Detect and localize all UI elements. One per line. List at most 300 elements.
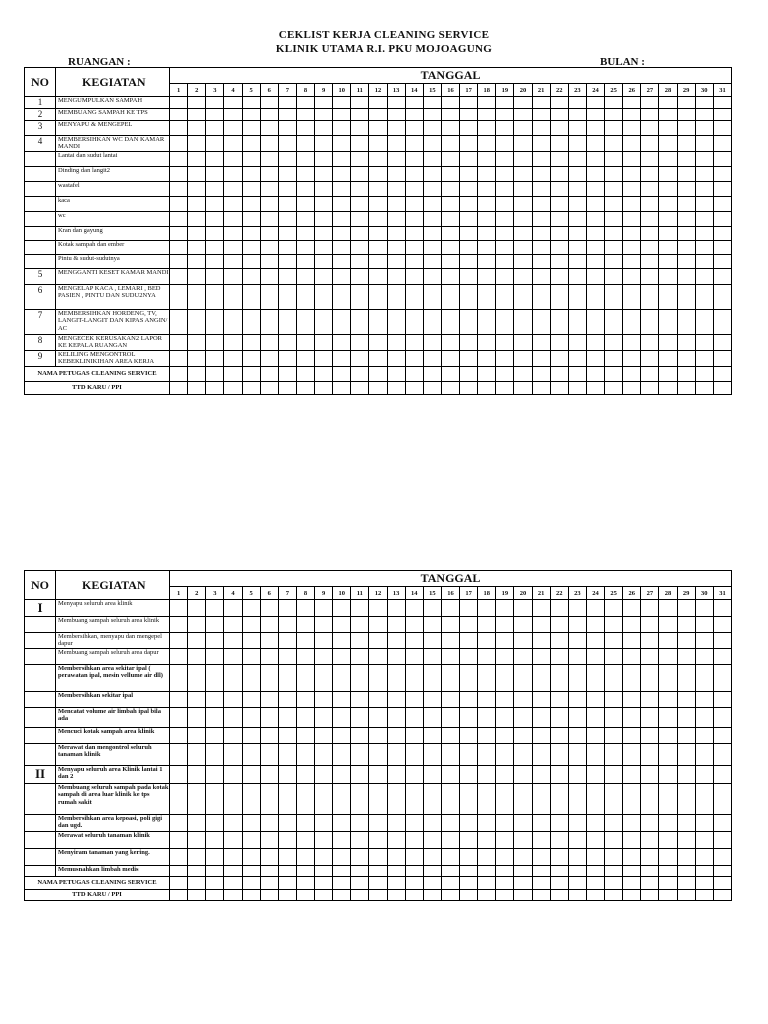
- day-cell[interactable]: [206, 866, 224, 877]
- day-cell[interactable]: [677, 151, 695, 166]
- day-cell[interactable]: [478, 600, 496, 617]
- day-cell[interactable]: [514, 381, 532, 394]
- day-cell[interactable]: [278, 728, 296, 744]
- day-cell[interactable]: [623, 284, 641, 309]
- day-cell[interactable]: [623, 766, 641, 784]
- day-cell[interactable]: [496, 617, 514, 633]
- day-cell[interactable]: [713, 381, 731, 394]
- day-cell[interactable]: [641, 665, 659, 692]
- day-cell[interactable]: [514, 109, 532, 121]
- day-cell[interactable]: [260, 97, 278, 109]
- day-cell[interactable]: [605, 649, 623, 665]
- day-cell[interactable]: [586, 226, 604, 240]
- day-cell[interactable]: [351, 309, 369, 334]
- day-cell[interactable]: [496, 309, 514, 334]
- day-cell[interactable]: [641, 866, 659, 877]
- day-cell[interactable]: [188, 649, 206, 665]
- day-cell[interactable]: [441, 832, 459, 849]
- day-cell[interactable]: [224, 151, 242, 166]
- day-cell[interactable]: [514, 866, 532, 877]
- day-cell[interactable]: [188, 665, 206, 692]
- day-cell[interactable]: [478, 708, 496, 728]
- day-cell[interactable]: [170, 649, 188, 665]
- day-cell[interactable]: [550, 890, 568, 901]
- day-cell[interactable]: [387, 815, 405, 832]
- day-cell[interactable]: [351, 708, 369, 728]
- day-cell[interactable]: [170, 136, 188, 152]
- day-cell[interactable]: [496, 708, 514, 728]
- day-cell[interactable]: [478, 121, 496, 136]
- day-cell[interactable]: [677, 268, 695, 284]
- day-cell[interactable]: [605, 815, 623, 832]
- day-cell[interactable]: [532, 366, 550, 381]
- day-cell[interactable]: [260, 665, 278, 692]
- day-cell[interactable]: [496, 665, 514, 692]
- day-cell[interactable]: [315, 211, 333, 226]
- day-cell[interactable]: [242, 196, 260, 211]
- day-cell[interactable]: [242, 151, 260, 166]
- day-cell[interactable]: [333, 284, 351, 309]
- day-cell[interactable]: [369, 226, 387, 240]
- day-cell[interactable]: [623, 600, 641, 617]
- day-cell[interactable]: [659, 708, 677, 728]
- day-cell[interactable]: [224, 766, 242, 784]
- day-cell[interactable]: [188, 744, 206, 766]
- day-cell[interactable]: [333, 196, 351, 211]
- day-cell[interactable]: [351, 633, 369, 649]
- day-cell[interactable]: [296, 600, 314, 617]
- day-cell[interactable]: [514, 890, 532, 901]
- day-cell[interactable]: [568, 181, 586, 196]
- day-cell[interactable]: [333, 832, 351, 849]
- day-cell[interactable]: [315, 121, 333, 136]
- day-cell[interactable]: [170, 268, 188, 284]
- day-cell[interactable]: [423, 284, 441, 309]
- day-cell[interactable]: [423, 240, 441, 254]
- day-cell[interactable]: [387, 665, 405, 692]
- day-cell[interactable]: [206, 815, 224, 832]
- day-cell[interactable]: [478, 866, 496, 877]
- day-cell[interactable]: [623, 211, 641, 226]
- day-cell[interactable]: [278, 600, 296, 617]
- day-cell[interactable]: [188, 617, 206, 633]
- day-cell[interactable]: [623, 744, 641, 766]
- day-cell[interactable]: [278, 617, 296, 633]
- day-cell[interactable]: [188, 254, 206, 268]
- day-cell[interactable]: [550, 254, 568, 268]
- day-cell[interactable]: [623, 334, 641, 350]
- day-cell[interactable]: [170, 784, 188, 815]
- day-cell[interactable]: [441, 350, 459, 366]
- day-cell[interactable]: [695, 708, 713, 728]
- day-cell[interactable]: [659, 877, 677, 890]
- day-cell[interactable]: [260, 784, 278, 815]
- day-cell[interactable]: [550, 784, 568, 815]
- day-cell[interactable]: [713, 166, 731, 181]
- day-cell[interactable]: [206, 877, 224, 890]
- day-cell[interactable]: [532, 633, 550, 649]
- day-cell[interactable]: [496, 334, 514, 350]
- day-cell[interactable]: [170, 381, 188, 394]
- day-cell[interactable]: [351, 151, 369, 166]
- day-cell[interactable]: [695, 109, 713, 121]
- day-cell[interactable]: [478, 766, 496, 784]
- day-cell[interactable]: [260, 692, 278, 708]
- day-cell[interactable]: [677, 744, 695, 766]
- day-cell[interactable]: [460, 211, 478, 226]
- day-cell[interactable]: [641, 97, 659, 109]
- day-cell[interactable]: [605, 366, 623, 381]
- day-cell[interactable]: [278, 849, 296, 866]
- day-cell[interactable]: [532, 832, 550, 849]
- day-cell[interactable]: [188, 151, 206, 166]
- day-cell[interactable]: [369, 151, 387, 166]
- day-cell[interactable]: [641, 766, 659, 784]
- day-cell[interactable]: [260, 728, 278, 744]
- day-cell[interactable]: [224, 890, 242, 901]
- day-cell[interactable]: [369, 254, 387, 268]
- day-cell[interactable]: [695, 97, 713, 109]
- day-cell[interactable]: [351, 334, 369, 350]
- day-cell[interactable]: [296, 665, 314, 692]
- day-cell[interactable]: [369, 166, 387, 181]
- day-cell[interactable]: [369, 211, 387, 226]
- day-cell[interactable]: [586, 832, 604, 849]
- day-cell[interactable]: [623, 151, 641, 166]
- day-cell[interactable]: [641, 181, 659, 196]
- day-cell[interactable]: [423, 166, 441, 181]
- day-cell[interactable]: [460, 166, 478, 181]
- day-cell[interactable]: [713, 136, 731, 152]
- day-cell[interactable]: [188, 181, 206, 196]
- day-cell[interactable]: [423, 121, 441, 136]
- day-cell[interactable]: [478, 744, 496, 766]
- day-cell[interactable]: [605, 254, 623, 268]
- day-cell[interactable]: [586, 665, 604, 692]
- day-cell[interactable]: [441, 97, 459, 109]
- day-cell[interactable]: [315, 350, 333, 366]
- day-cell[interactable]: [170, 151, 188, 166]
- day-cell[interactable]: [242, 166, 260, 181]
- day-cell[interactable]: [568, 633, 586, 649]
- day-cell[interactable]: [260, 211, 278, 226]
- day-cell[interactable]: [568, 166, 586, 181]
- day-cell[interactable]: [568, 832, 586, 849]
- day-cell[interactable]: [478, 136, 496, 152]
- day-cell[interactable]: [188, 211, 206, 226]
- day-cell[interactable]: [586, 211, 604, 226]
- day-cell[interactable]: [677, 708, 695, 728]
- day-cell[interactable]: [550, 284, 568, 309]
- day-cell[interactable]: [568, 151, 586, 166]
- day-cell[interactable]: [387, 268, 405, 284]
- day-cell[interactable]: [713, 766, 731, 784]
- day-cell[interactable]: [224, 254, 242, 268]
- day-cell[interactable]: [387, 366, 405, 381]
- day-cell[interactable]: [423, 600, 441, 617]
- day-cell[interactable]: [369, 708, 387, 728]
- day-cell[interactable]: [315, 254, 333, 268]
- day-cell[interactable]: [623, 366, 641, 381]
- day-cell[interactable]: [641, 350, 659, 366]
- day-cell[interactable]: [550, 815, 568, 832]
- day-cell[interactable]: [532, 211, 550, 226]
- day-cell[interactable]: [695, 832, 713, 849]
- day-cell[interactable]: [224, 692, 242, 708]
- day-cell[interactable]: [296, 692, 314, 708]
- day-cell[interactable]: [532, 744, 550, 766]
- day-cell[interactable]: [496, 166, 514, 181]
- day-cell[interactable]: [514, 240, 532, 254]
- day-cell[interactable]: [677, 766, 695, 784]
- day-cell[interactable]: [206, 151, 224, 166]
- day-cell[interactable]: [460, 240, 478, 254]
- day-cell[interactable]: [478, 784, 496, 815]
- day-cell[interactable]: [550, 334, 568, 350]
- day-cell[interactable]: [641, 226, 659, 240]
- day-cell[interactable]: [695, 766, 713, 784]
- day-cell[interactable]: [623, 97, 641, 109]
- day-cell[interactable]: [206, 136, 224, 152]
- day-cell[interactable]: [188, 136, 206, 152]
- day-cell[interactable]: [260, 381, 278, 394]
- day-cell[interactable]: [242, 211, 260, 226]
- day-cell[interactable]: [369, 832, 387, 849]
- day-cell[interactable]: [677, 617, 695, 633]
- day-cell[interactable]: [659, 600, 677, 617]
- day-cell[interactable]: [206, 366, 224, 381]
- day-cell[interactable]: [641, 121, 659, 136]
- day-cell[interactable]: [423, 766, 441, 784]
- day-cell[interactable]: [351, 240, 369, 254]
- day-cell[interactable]: [641, 136, 659, 152]
- day-cell[interactable]: [206, 334, 224, 350]
- day-cell[interactable]: [659, 649, 677, 665]
- day-cell[interactable]: [405, 877, 423, 890]
- day-cell[interactable]: [296, 226, 314, 240]
- day-cell[interactable]: [260, 766, 278, 784]
- day-cell[interactable]: [206, 784, 224, 815]
- day-cell[interactable]: [532, 350, 550, 366]
- day-cell[interactable]: [387, 254, 405, 268]
- day-cell[interactable]: [677, 633, 695, 649]
- day-cell[interactable]: [315, 728, 333, 744]
- day-cell[interactable]: [224, 617, 242, 633]
- day-cell[interactable]: [641, 151, 659, 166]
- day-cell[interactable]: [677, 832, 695, 849]
- day-cell[interactable]: [460, 877, 478, 890]
- day-cell[interactable]: [242, 617, 260, 633]
- day-cell[interactable]: [387, 617, 405, 633]
- day-cell[interactable]: [496, 211, 514, 226]
- day-cell[interactable]: [369, 866, 387, 877]
- day-cell[interactable]: [405, 121, 423, 136]
- day-cell[interactable]: [369, 766, 387, 784]
- day-cell[interactable]: [260, 166, 278, 181]
- day-cell[interactable]: [441, 240, 459, 254]
- day-cell[interactable]: [568, 617, 586, 633]
- day-cell[interactable]: [296, 97, 314, 109]
- day-cell[interactable]: [315, 866, 333, 877]
- day-cell[interactable]: [242, 890, 260, 901]
- day-cell[interactable]: [369, 877, 387, 890]
- day-cell[interactable]: [532, 877, 550, 890]
- day-cell[interactable]: [333, 890, 351, 901]
- day-cell[interactable]: [315, 166, 333, 181]
- day-cell[interactable]: [224, 849, 242, 866]
- day-cell[interactable]: [170, 109, 188, 121]
- day-cell[interactable]: [659, 211, 677, 226]
- day-cell[interactable]: [568, 268, 586, 284]
- day-cell[interactable]: [713, 284, 731, 309]
- day-cell[interactable]: [224, 181, 242, 196]
- day-cell[interactable]: [206, 708, 224, 728]
- day-cell[interactable]: [677, 784, 695, 815]
- day-cell[interactable]: [641, 832, 659, 849]
- day-cell[interactable]: [441, 692, 459, 708]
- day-cell[interactable]: [296, 784, 314, 815]
- day-cell[interactable]: [387, 121, 405, 136]
- day-cell[interactable]: [568, 366, 586, 381]
- day-cell[interactable]: [333, 381, 351, 394]
- day-cell[interactable]: [695, 728, 713, 744]
- day-cell[interactable]: [496, 240, 514, 254]
- day-cell[interactable]: [586, 121, 604, 136]
- day-cell[interactable]: [496, 268, 514, 284]
- day-cell[interactable]: [260, 309, 278, 334]
- day-cell[interactable]: [441, 766, 459, 784]
- day-cell[interactable]: [405, 708, 423, 728]
- day-cell[interactable]: [623, 181, 641, 196]
- day-cell[interactable]: [206, 617, 224, 633]
- day-cell[interactable]: [206, 97, 224, 109]
- day-cell[interactable]: [333, 254, 351, 268]
- day-cell[interactable]: [605, 196, 623, 211]
- day-cell[interactable]: [550, 600, 568, 617]
- day-cell[interactable]: [623, 309, 641, 334]
- day-cell[interactable]: [351, 121, 369, 136]
- day-cell[interactable]: [242, 728, 260, 744]
- day-cell[interactable]: [695, 366, 713, 381]
- day-cell[interactable]: [478, 877, 496, 890]
- day-cell[interactable]: [170, 254, 188, 268]
- day-cell[interactable]: [387, 832, 405, 849]
- day-cell[interactable]: [695, 240, 713, 254]
- day-cell[interactable]: [460, 744, 478, 766]
- day-cell[interactable]: [496, 832, 514, 849]
- day-cell[interactable]: [423, 744, 441, 766]
- day-cell[interactable]: [659, 309, 677, 334]
- day-cell[interactable]: [333, 121, 351, 136]
- day-cell[interactable]: [333, 649, 351, 665]
- day-cell[interactable]: [242, 832, 260, 849]
- day-cell[interactable]: [423, 784, 441, 815]
- day-cell[interactable]: [713, 866, 731, 877]
- day-cell[interactable]: [586, 866, 604, 877]
- day-cell[interactable]: [296, 211, 314, 226]
- day-cell[interactable]: [296, 109, 314, 121]
- day-cell[interactable]: [460, 617, 478, 633]
- day-cell[interactable]: [369, 784, 387, 815]
- day-cell[interactable]: [387, 708, 405, 728]
- day-cell[interactable]: [695, 136, 713, 152]
- day-cell[interactable]: [387, 766, 405, 784]
- day-cell[interactable]: [260, 151, 278, 166]
- day-cell[interactable]: [586, 268, 604, 284]
- day-cell[interactable]: [260, 877, 278, 890]
- day-cell[interactable]: [188, 121, 206, 136]
- day-cell[interactable]: [478, 151, 496, 166]
- day-cell[interactable]: [659, 350, 677, 366]
- day-cell[interactable]: [278, 254, 296, 268]
- day-cell[interactable]: [460, 849, 478, 866]
- day-cell[interactable]: [315, 849, 333, 866]
- day-cell[interactable]: [296, 766, 314, 784]
- day-cell[interactable]: [441, 366, 459, 381]
- day-cell[interactable]: [423, 109, 441, 121]
- day-cell[interactable]: [206, 109, 224, 121]
- day-cell[interactable]: [206, 196, 224, 211]
- day-cell[interactable]: [514, 226, 532, 240]
- day-cell[interactable]: [242, 815, 260, 832]
- day-cell[interactable]: [641, 196, 659, 211]
- day-cell[interactable]: [206, 284, 224, 309]
- day-cell[interactable]: [532, 766, 550, 784]
- day-cell[interactable]: [586, 350, 604, 366]
- day-cell[interactable]: [695, 890, 713, 901]
- day-cell[interactable]: [441, 196, 459, 211]
- day-cell[interactable]: [242, 366, 260, 381]
- day-cell[interactable]: [423, 136, 441, 152]
- day-cell[interactable]: [641, 728, 659, 744]
- day-cell[interactable]: [333, 166, 351, 181]
- day-cell[interactable]: [568, 211, 586, 226]
- day-cell[interactable]: [224, 665, 242, 692]
- day-cell[interactable]: [260, 633, 278, 649]
- day-cell[interactable]: [695, 211, 713, 226]
- day-cell[interactable]: [496, 181, 514, 196]
- day-cell[interactable]: [677, 136, 695, 152]
- day-cell[interactable]: [278, 784, 296, 815]
- day-cell[interactable]: [405, 815, 423, 832]
- day-cell[interactable]: [586, 181, 604, 196]
- day-cell[interactable]: [351, 196, 369, 211]
- day-cell[interactable]: [532, 121, 550, 136]
- day-cell[interactable]: [496, 151, 514, 166]
- day-cell[interactable]: [387, 381, 405, 394]
- day-cell[interactable]: [641, 334, 659, 350]
- day-cell[interactable]: [369, 633, 387, 649]
- day-cell[interactable]: [369, 136, 387, 152]
- day-cell[interactable]: [623, 877, 641, 890]
- day-cell[interactable]: [170, 240, 188, 254]
- day-cell[interactable]: [405, 166, 423, 181]
- day-cell[interactable]: [333, 633, 351, 649]
- day-cell[interactable]: [586, 890, 604, 901]
- day-cell[interactable]: [713, 744, 731, 766]
- day-cell[interactable]: [206, 166, 224, 181]
- day-cell[interactable]: [260, 832, 278, 849]
- day-cell[interactable]: [441, 268, 459, 284]
- day-cell[interactable]: [369, 600, 387, 617]
- day-cell[interactable]: [405, 226, 423, 240]
- day-cell[interactable]: [260, 849, 278, 866]
- day-cell[interactable]: [224, 166, 242, 181]
- day-cell[interactable]: [260, 617, 278, 633]
- day-cell[interactable]: [677, 381, 695, 394]
- day-cell[interactable]: [170, 226, 188, 240]
- day-cell[interactable]: [405, 866, 423, 877]
